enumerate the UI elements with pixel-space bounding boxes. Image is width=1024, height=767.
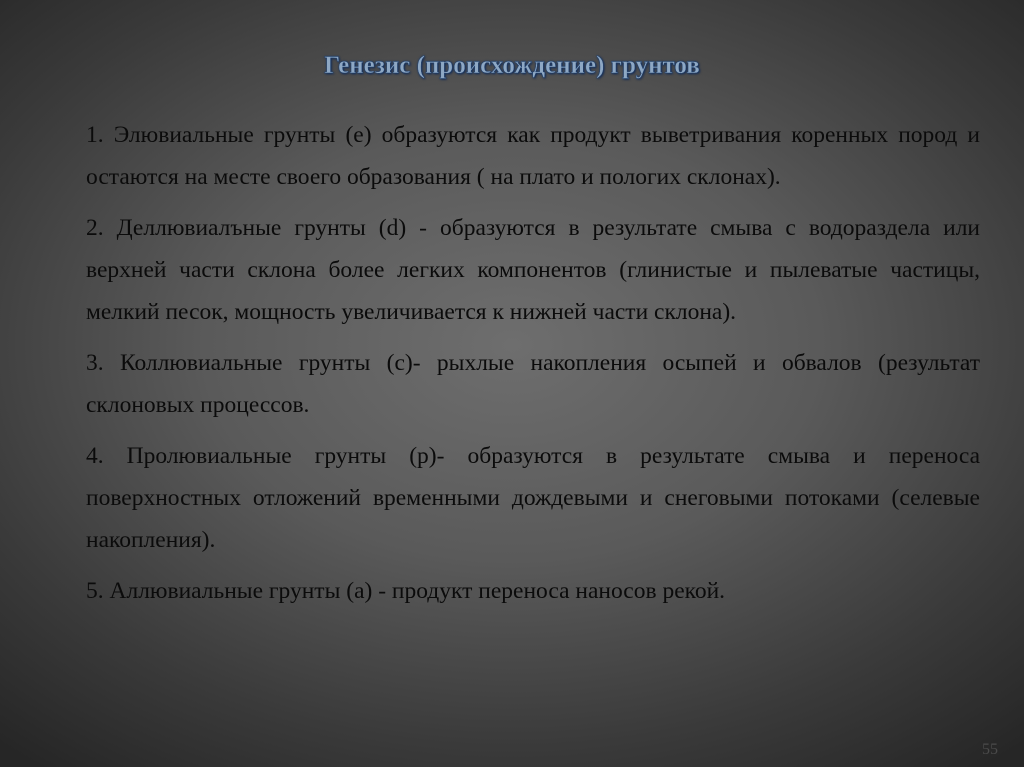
paragraph-eluvial: 1. Элювиальные грунты (е) образуются как продукт выветривания коренных пород и остаются на месте своего образования ( на плато и пологих склонах). bbox=[86, 122, 980, 190]
paragraph-proluvial: 4. Пролювиальные грунты (р)- образуются в результате смыва и переноса поверхностных отложений временными дождевыми и снеговыми потоками (селевые накопления). bbox=[86, 443, 980, 553]
paragraph-alluvial: 5. Аллювиальные грунты (а) - продукт переноса наносов рекой. bbox=[86, 578, 726, 604]
slide-content bbox=[86, 114, 980, 621]
page-number: 55 bbox=[982, 741, 998, 758]
slide-title: Генезис (происхождение) грунтов bbox=[324, 52, 700, 79]
paragraph-colluvial: 3. Коллювиальные грунты (с)- рыхлые накопления осыпей и обвалов (результат склоновых процессов. bbox=[86, 350, 980, 418]
paragraph-deluvial: 2. Деллювиалъные грунты (d) - образуются в результате смыва с водораздела или верхней части склона более легких компонентов (глинистые и пылеватые частицы, мелкий песок, мощность увеличивается к нижней части склона). bbox=[86, 215, 980, 325]
